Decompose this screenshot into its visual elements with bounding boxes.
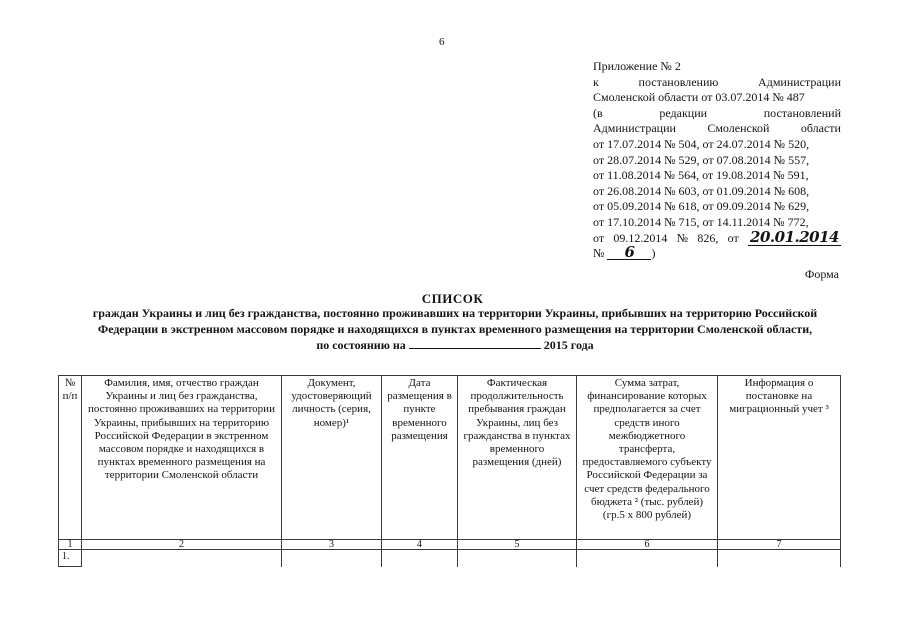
appendix-word: 09.12.2014 — [613, 230, 668, 245]
form-label: Форма — [804, 267, 839, 281]
amendment-line: от 26.08.2014 № 603, от 01.09.2014 № 608, — [593, 183, 810, 198]
header-cell-duration: Фактическая продолжительность пребывания граждан Украины, лиц без гражданства в пунктах временного размещения (дней) — [458, 376, 577, 540]
appendix-title: Приложение № 2 — [593, 59, 681, 73]
amendment-line: от 11.08.2014 № 564, от 19.08.2014 № 591, — [593, 168, 809, 183]
header-cell-date: Дата размещения в пункте временного размещения — [382, 376, 458, 540]
appendix-word: области — [800, 121, 841, 136]
appendix-number-line — [593, 243, 841, 262]
column-number-cell: 7 — [718, 540, 841, 550]
appendix-word: Администрации — [593, 121, 676, 136]
column-number-cell: 2 — [82, 540, 282, 550]
appendix-admin-line — [593, 121, 841, 137]
document-subtitle — [50, 305, 860, 353]
column-number-cell: 1 — [59, 540, 82, 550]
header-cell-name: Фамилия, имя, отчество граждан Украины и лиц без гражданства, постоянно проживавших на территории Украины, прибывших на территорию Российской Федерации в экстренном массовом порядке и находящихся в пунктах временного размещения на территории Смоленской области — [82, 376, 282, 540]
appendix-edition-line — [593, 106, 841, 122]
column-number-cell: 5 — [458, 540, 577, 550]
subtitle-line: граждан Украины и лиц без гражданства, постоянно проживавших на территории Украины, прибывших на территорию Российской — [92, 306, 818, 320]
date-blank — [409, 337, 541, 349]
table-header-row — [59, 376, 841, 540]
header-cell-cost: Сумма затрат, финансирование которых предполагается за счет средств иного межбюджетного трансферта, предоставляемого субъекту Российской Федерации за счет средств федерального бюджета ² (тыс. рублей) (гр.5 х 800 рублей) — [577, 376, 718, 540]
subtitle-prefix: по состоянию на — [316, 338, 406, 352]
header-cell-number: № п/п — [59, 376, 82, 540]
handwritten-date: 20.01.2014 — [750, 227, 839, 246]
appendix-resolution-line — [593, 75, 841, 91]
header-cell-document: Документ, удостоверяющий личность (серия, номер)¹ — [282, 376, 382, 540]
row-number-cell: 1. — [59, 550, 82, 567]
list-table — [58, 375, 841, 567]
number-sign: № — [593, 246, 605, 261]
subtitle-suffix: 2015 года — [543, 338, 594, 352]
document-title: СПИСОК — [421, 291, 484, 306]
column-number-row — [59, 540, 841, 550]
appendix-word: постановлений — [763, 105, 841, 120]
subtitle-line: Федерации в экстренном массовом порядке и находящихся в пунктах временного размещения на территории Смоленской области, — [97, 322, 813, 336]
table-cell — [282, 550, 382, 567]
table-cell — [382, 550, 458, 567]
handwritten-number: 6 — [607, 246, 651, 260]
closing-paren: ) — [651, 246, 656, 261]
table-cell — [82, 550, 282, 567]
amendment-line: от 17.10.2014 № 715, от 14.11.2014 № 772, — [593, 214, 809, 229]
appendix-word: от — [593, 230, 605, 245]
amendment-line: от 05.09.2014 № 618, от 09.09.2014 № 629, — [593, 199, 810, 214]
appendix-word: к — [593, 74, 599, 89]
appendix-word: редакции — [659, 105, 708, 120]
appendix-word: от — [727, 230, 739, 245]
amendment-line: от 28.07.2014 № 529, от 07.08.2014 № 557, — [593, 152, 810, 167]
appendix-word: постановлению — [638, 74, 719, 89]
appendix-block — [593, 59, 841, 262]
appendix-word: 826, — [697, 230, 719, 245]
column-number-cell: 3 — [282, 540, 382, 550]
appendix-word: (в — [593, 105, 603, 120]
page-number: 6 — [439, 36, 445, 48]
table-row — [59, 550, 841, 567]
appendix-region-line: Смоленской области от 03.07.2014 № 487 — [593, 90, 805, 105]
table-cell — [577, 550, 718, 567]
column-number-cell: 4 — [382, 540, 458, 550]
table-cell — [458, 550, 577, 567]
amendment-line: от 17.07.2014 № 504, от 24.07.2014 № 520, — [593, 136, 810, 151]
subtitle-date-line — [50, 337, 860, 353]
appendix-word: № — [676, 230, 689, 245]
appendix-word: Смоленской — [707, 121, 770, 136]
appendix-word: Администрации — [758, 74, 841, 89]
table-cell — [718, 550, 841, 567]
header-cell-migration: Информация о постановке на миграционный учет ³ — [718, 376, 841, 540]
column-number-cell: 6 — [577, 540, 718, 550]
